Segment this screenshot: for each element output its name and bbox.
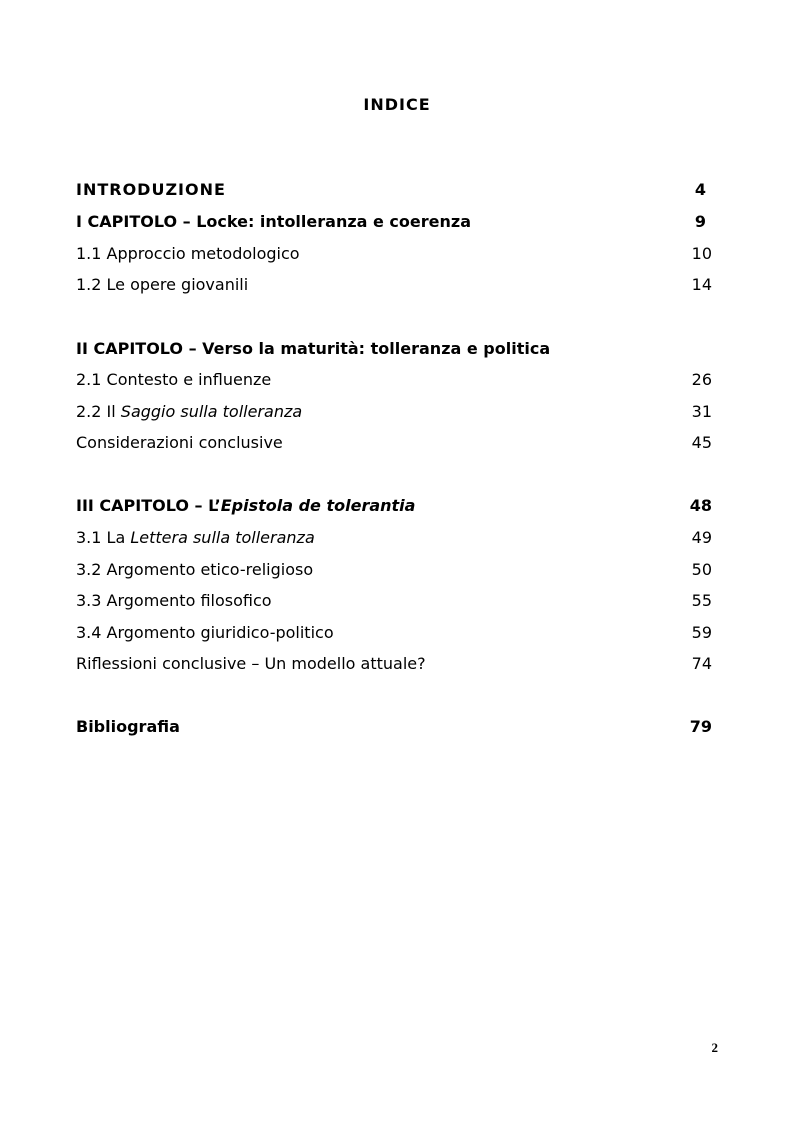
toc-entry-considerazioni <box>76 431 712 455</box>
toc-label: 3.3 Argomento filosofico <box>76 591 272 610</box>
toc-entry-chapter-3 <box>76 494 712 518</box>
toc-label: 3.4 Argomento giuridico-politico <box>76 623 334 642</box>
toc-entry-section-3-4 <box>76 621 712 645</box>
toc-label-prefix: 2.2 Il <box>76 402 121 421</box>
toc-entry-section-2-1 <box>76 368 712 392</box>
toc-label: Riflessioni conclusive – Un modello attuale? <box>76 654 426 673</box>
toc-page-number: 14 <box>691 275 712 294</box>
toc-page-number: 45 <box>691 433 712 452</box>
toc-entry-chapter-1 <box>76 210 712 234</box>
toc-label: 1.1 Approccio metodologico <box>76 244 300 263</box>
toc-entry-bibliografia <box>76 715 712 739</box>
toc-page-number: 4 <box>694 180 706 199</box>
toc-label-italic-title: Epistola de tolerantia <box>220 496 416 515</box>
toc-label: 1.2 Le opere giovanili <box>76 275 249 294</box>
toc-label: INTRODUZIONE <box>76 180 226 199</box>
toc-label <box>76 494 415 518</box>
toc-entry-section-2-2 <box>76 400 712 424</box>
toc-label: 3.2 Argomento etico-religioso <box>76 560 314 579</box>
page-number: 2 <box>711 1040 718 1055</box>
toc-page-number: 26 <box>691 370 712 389</box>
toc-entry-section-1-2 <box>76 273 712 297</box>
toc-page-number: 9 <box>694 212 706 231</box>
toc-entry-section-3-3 <box>76 589 712 613</box>
toc-label <box>76 400 302 424</box>
toc-label: Bibliografia <box>76 717 180 736</box>
toc-page-number: 31 <box>691 402 712 421</box>
toc-page-number: 50 <box>691 560 712 579</box>
toc-label-italic-title: Saggio sulla tolleranza <box>120 402 303 421</box>
toc-page-number: 74 <box>691 654 712 673</box>
toc-entry-introduzione <box>76 178 712 202</box>
toc-label: II CAPITOLO – Verso la maturità: tolleranza e politica <box>76 339 551 358</box>
toc-page-number: 10 <box>691 244 712 263</box>
toc-label-prefix: 3.1 La <box>76 528 131 547</box>
toc-entry-riflessioni <box>76 652 712 676</box>
toc-entry-section-3-1 <box>76 526 712 550</box>
toc-label: I CAPITOLO – Locke: intolleranza e coerenza <box>76 212 471 231</box>
toc-page-number: 79 <box>689 717 712 736</box>
toc-label: Considerazioni conclusive <box>76 433 283 452</box>
toc-page-number: 55 <box>691 591 712 610</box>
toc-entry-section-3-2 <box>76 558 712 582</box>
toc-label: 2.1 Contesto e influenze <box>76 370 272 389</box>
toc-entry-section-1-1 <box>76 242 712 266</box>
toc-entry-chapter-2 <box>76 337 712 361</box>
toc-label <box>76 526 315 550</box>
toc-page-number: 48 <box>689 496 712 515</box>
toc-page-number: 59 <box>691 623 712 642</box>
toc-label-prefix: III CAPITOLO – L’ <box>76 496 221 515</box>
toc-label-italic-title: Lettera sulla tolleranza <box>130 528 315 547</box>
page-title: INDICE <box>363 95 431 114</box>
toc-page-number: 49 <box>691 528 712 547</box>
